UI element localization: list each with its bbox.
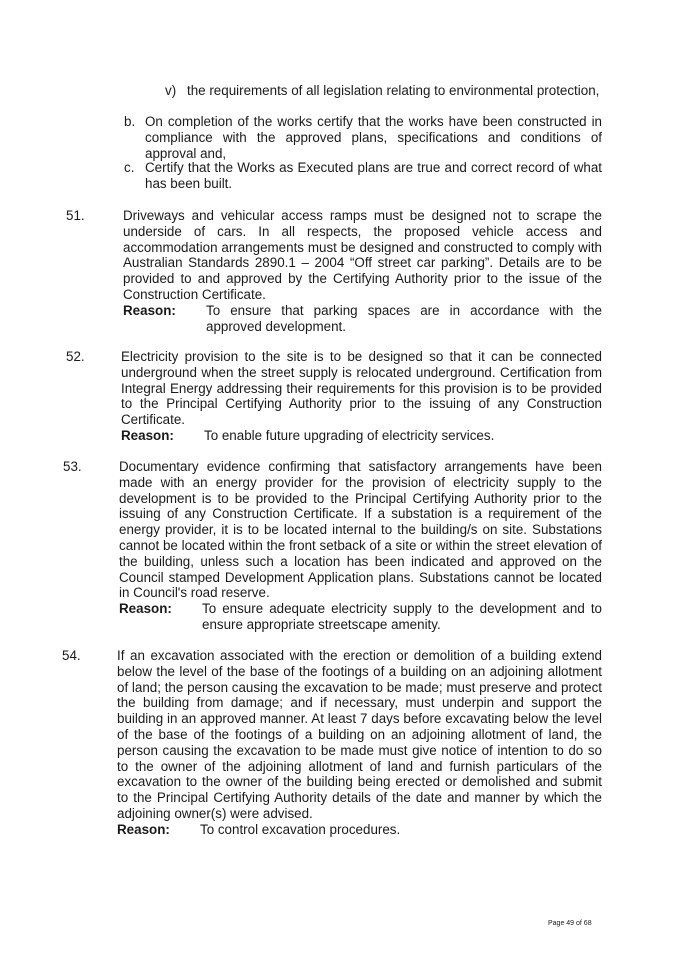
condition-number: 51. <box>66 208 85 223</box>
reason-label: Reason: <box>123 302 176 318</box>
reason-label: Reason: <box>117 821 170 837</box>
list-item-text: Certify that the Works as Executed plans are true and correct record of what has been built. <box>145 160 602 191</box>
list-item-text: On completion of the works certify that the works have been constructed in compliance with the approved plans, specifications and conditions of approval and, <box>145 114 602 161</box>
reason-label: Reason: <box>119 601 172 617</box>
list-marker: b. <box>124 114 136 129</box>
condition-number: 54. <box>62 648 81 663</box>
list-item-text: the requirements of all legislation relating to environmental protection, <box>187 83 600 98</box>
reason-text: To ensure adequate electricity supply to the development and to ensure appropriate streetscape amenity. <box>202 601 602 632</box>
page-number: Page 49 of 68 <box>548 920 592 927</box>
condition-reason <box>121 428 602 444</box>
list-marker: c. <box>124 160 135 175</box>
reason-label: Reason: <box>121 427 174 443</box>
condition-text: Driveways and vehicular access ramps must be designed not to scrape the underside of cars. In all respects, the proposed vehicle access and accommodation arrangements must be designed and constructed to comply with Australian Standards 2890.1 – 2004 “Off street car parking”. Details are to be provided to and approved by the Certifying Authority prior to the issue of the Construction Certificate. <box>123 208 602 302</box>
condition-reason <box>117 822 602 838</box>
condition-text: Documentary evidence confirming that satisfactory arrangements have been made with an energy provider for the provision of electricity supply to the development is to be provided to the Principal Certifying Authority prior to the issuing of any Construction Certificate. If a substation is a requirement of the energy provider, it is to be located internal to the building/s on site. Substations cannot be located within the front setback of a site or within the street elevation of the building, unless such a location has been indicated and approved on the Council stamped Development Application plans. Substations cannot be located in Council's road reserve. <box>119 459 602 601</box>
reason-text: To ensure that parking spaces are in accordance with the approved development. <box>206 302 602 334</box>
condition-number: 53. <box>63 459 82 474</box>
condition-text: If an excavation associated with the erection or demolition of a building extend below the level of the base of the footings of a building on an adjoining allotment of land; the person causing the excavation to be made; must preserve and protect the building from damage; and if necessary, must underpin and support the building in an approved manner. At least 7 days before excavating below the level of the base of the footings of a building on an adjoining allotment of land, the person causing the excavation to be made must give notice of intention to do so to the owner of the adjoining allotment of land and furnish particulars of the excavation to the owner of the building being erected or demolished and submit to the Principal Certifying Authority details of the date and manner by which the adjoining owner(s) were advised. <box>117 648 602 821</box>
reason-text: To control excavation procedures. <box>200 821 401 837</box>
condition-reason <box>119 601 602 633</box>
reason-text: To enable future upgrading of electricity services. <box>204 427 495 443</box>
condition-number: 52. <box>66 349 85 364</box>
condition-reason <box>123 303 602 335</box>
list-marker: v) <box>165 83 177 98</box>
condition-text: Electricity provision to the site is to be designed so that it can be connected underground when the street supply is relocated underground. Certification from Integral Energy addressing their requirements for this provision is to be provided to the Principal Certifying Authority prior to the issuing of any Construction Certificate. <box>121 349 602 428</box>
